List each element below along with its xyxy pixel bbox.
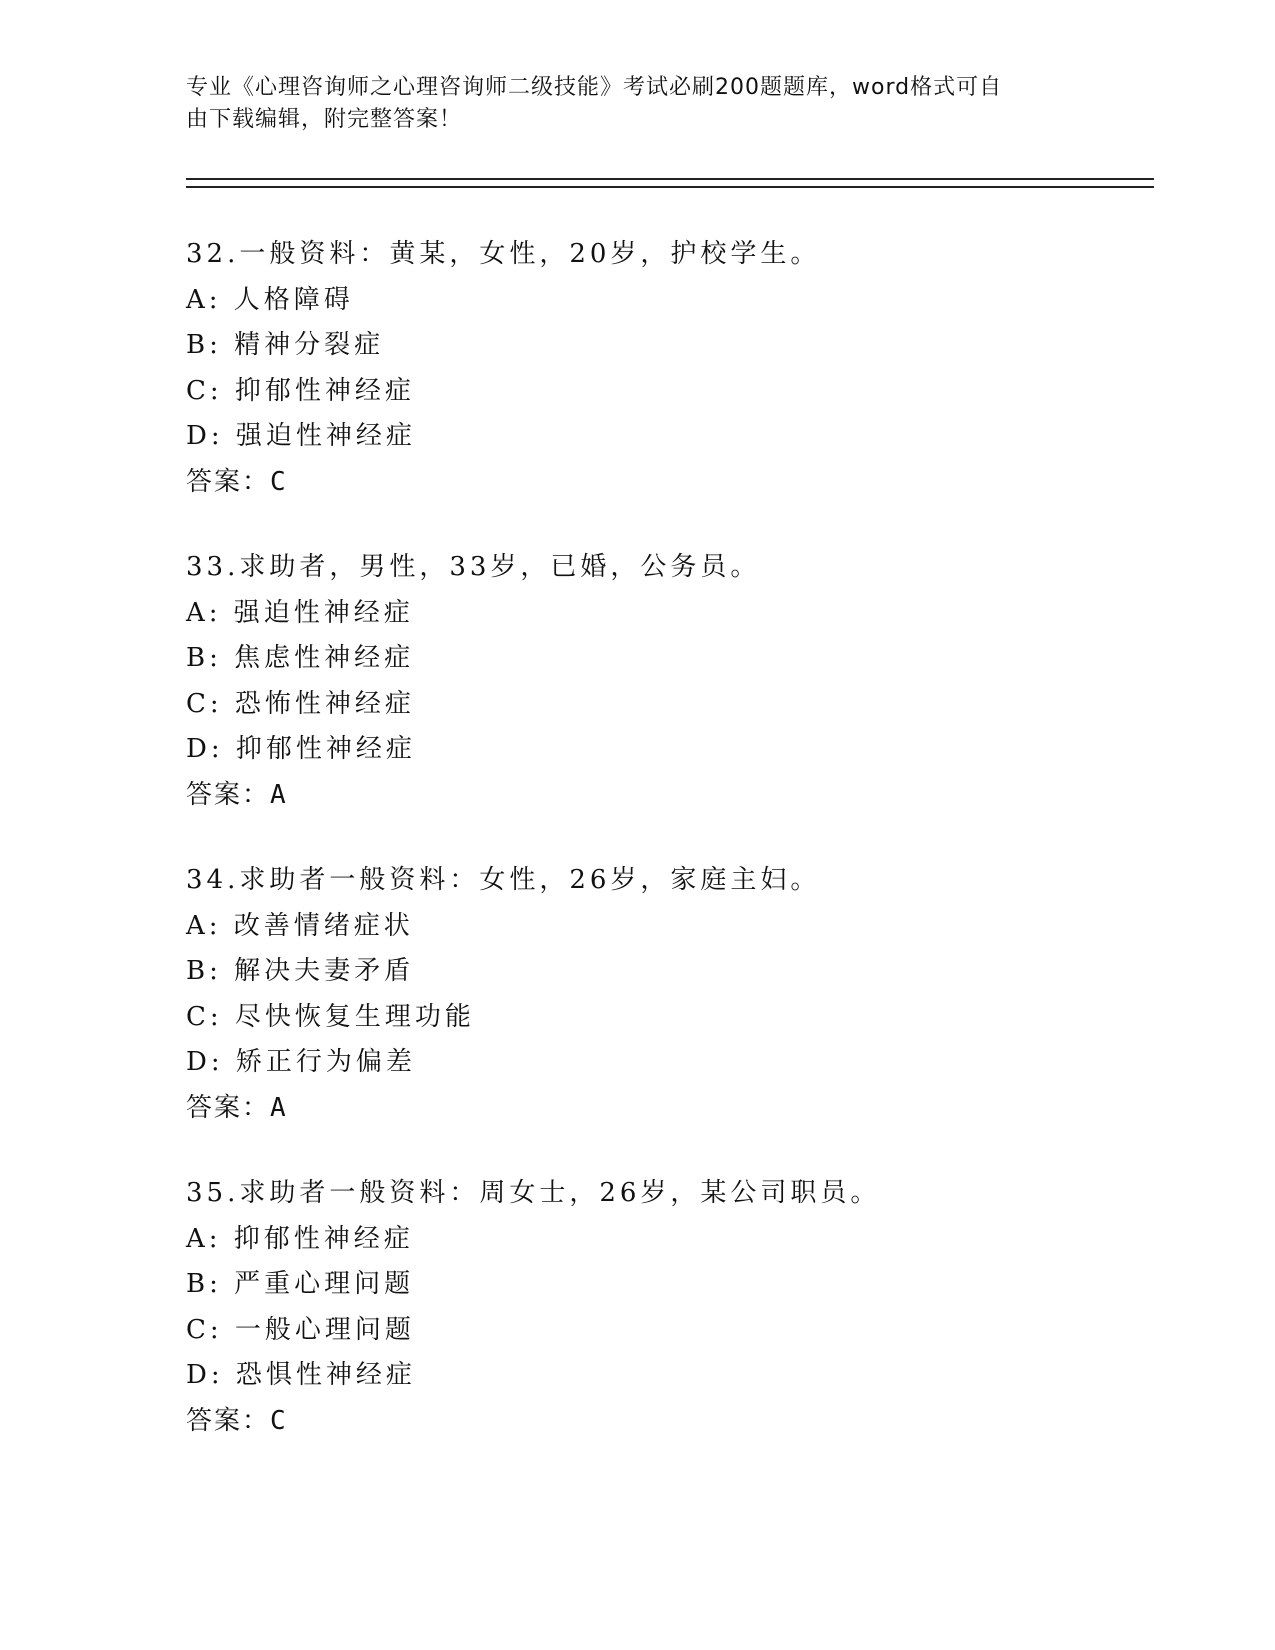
answer-value: C bbox=[270, 1405, 288, 1436]
question-34 bbox=[186, 858, 1146, 1131]
answer-value: A bbox=[270, 779, 288, 810]
question-stem: 35.求助者一般资料：周女士，26岁，某公司职员。 bbox=[186, 1178, 881, 1208]
answer-label: 答案： bbox=[186, 1092, 271, 1123]
answer-line bbox=[186, 460, 1146, 506]
option-d: D: 强迫性神经症 bbox=[186, 421, 416, 451]
option-a: A: 改善情绪症状 bbox=[186, 910, 414, 941]
header-divider bbox=[186, 178, 1154, 188]
answer-value: A bbox=[270, 1092, 288, 1123]
answer-label: 答案： bbox=[186, 1405, 271, 1436]
answer-line bbox=[186, 773, 1146, 819]
header-line-1: 专业《心理咨询师之心理咨询师二级技能》考试必刷200题题库，word格式可自 bbox=[186, 75, 1003, 100]
option-d: D: 抑郁性神经症 bbox=[186, 734, 416, 764]
option-b: B: 解决夫妻矛盾 bbox=[186, 956, 415, 986]
option-c: C: 恐怖性神经症 bbox=[186, 688, 415, 719]
option-a: A: 人格障碍 bbox=[186, 284, 354, 315]
question-33 bbox=[186, 545, 1146, 818]
answer-label: 答案： bbox=[186, 466, 271, 497]
question-35 bbox=[186, 1171, 1146, 1444]
option-b: B: 精神分裂症 bbox=[186, 330, 385, 360]
option-a: A: 抑郁性神经症 bbox=[186, 1223, 414, 1254]
question-32 bbox=[186, 232, 1146, 505]
question-stem: 34.求助者一般资料：女性，26岁，家庭主妇。 bbox=[186, 865, 821, 895]
option-d: D: 矫正行为偏差 bbox=[186, 1047, 416, 1077]
question-list bbox=[186, 232, 1146, 1484]
answer-line bbox=[186, 1086, 1146, 1132]
answer-label: 答案： bbox=[186, 779, 271, 810]
answer-line bbox=[186, 1399, 1146, 1445]
option-c: C: 尽快恢复生理功能 bbox=[186, 1001, 475, 1032]
option-b: B: 严重心理问题 bbox=[186, 1269, 415, 1299]
option-d: D: 恐惧性神经症 bbox=[186, 1360, 416, 1390]
option-c: C: 一般心理问题 bbox=[186, 1314, 415, 1345]
question-stem: 32.一般资料：黄某，女性，20岁，护校学生。 bbox=[186, 239, 821, 269]
question-stem: 33.求助者，男性，33岁，已婚，公务员。 bbox=[186, 552, 761, 582]
document-header bbox=[186, 72, 1066, 136]
option-a: A: 强迫性神经症 bbox=[186, 597, 414, 628]
header-line-2: 由下载编辑，附完整答案！ bbox=[186, 107, 463, 132]
option-c: C: 抑郁性神经症 bbox=[186, 375, 415, 406]
option-b: B: 焦虑性神经症 bbox=[186, 643, 415, 673]
answer-value: C bbox=[270, 466, 288, 497]
